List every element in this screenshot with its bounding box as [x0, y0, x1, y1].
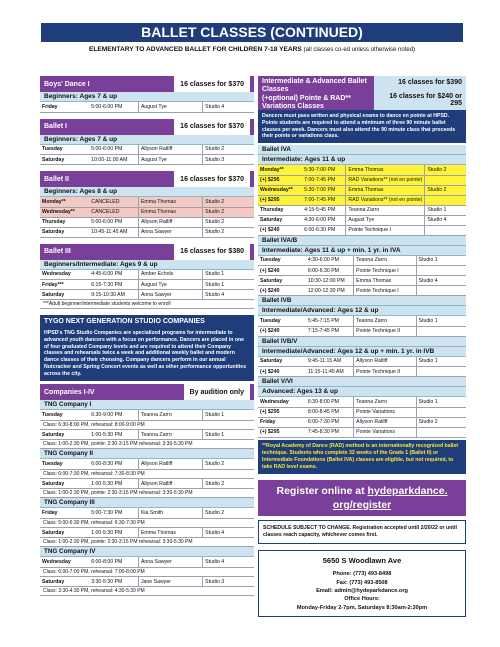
table-row — [258, 367, 466, 377]
adult-note: ***Adult beginner/intermediate students welcome to enroll — [40, 300, 254, 309]
studio-cell: Studio 1 — [416, 397, 466, 407]
class-level: Beginners: Ages 8 & up — [40, 187, 254, 197]
tng-table — [40, 430, 254, 441]
class-name: Boys' Dance I — [44, 80, 90, 88]
studio-cell: Studio 2 — [425, 185, 466, 195]
time-cell: 5:00-6:00 PM — [89, 145, 138, 155]
time-cell: 6:30-8:00 PM — [306, 397, 354, 407]
time-cell: 1:00-5:30 PM — [89, 479, 138, 489]
companies-header — [40, 384, 254, 400]
rad-note: **Royal Academy of Dance (RAD) method is an internationally recognized ballet technique. Students who complete 32 weeks of the Grade 1 (Ballet II) or Intermediate Foundations (Ballet IVA) classes are eligible, but not required, to take RAD level exams. — [258, 440, 466, 474]
tng-class-note: Class: 1:00-2:30 PM, pointe: 2:30-3:15 PM rehearsal: 3:30-5:30 PM — [40, 538, 254, 547]
studio-cell — [425, 225, 466, 235]
class-level: Beginners/Intermediate: Ages 9 & up — [40, 260, 254, 270]
time-cell: 5:00-6:00 PM — [89, 217, 138, 227]
contact-box — [258, 550, 466, 617]
time-cell: 6:30-9:00 PM — [89, 410, 138, 420]
studio-cell: Studio 4 — [416, 276, 466, 286]
tng-table — [40, 459, 254, 470]
right-column — [258, 76, 466, 617]
day-cell: Tuesday — [40, 459, 89, 469]
studio-cell — [416, 407, 466, 417]
table-row — [40, 145, 254, 155]
time-cell: 10:00-11:00 AM — [89, 155, 138, 165]
class-header-ballet1 — [40, 119, 254, 135]
day-cell: Wednesday — [258, 397, 306, 407]
time-cell: 3:30-5:30 PM — [89, 577, 138, 587]
table-row — [40, 270, 254, 280]
time-cell: 6:00-7:30 PM — [306, 417, 354, 427]
table-row — [258, 407, 466, 417]
class-name-ivb: Ballet IVB — [258, 296, 466, 306]
time-cell: CANCELED — [89, 197, 138, 207]
studio-cell — [416, 266, 466, 276]
class-name: Ballet II — [44, 175, 69, 183]
day-cell: Saturday — [40, 290, 89, 300]
studio-cell: Studio 3 — [203, 155, 254, 165]
table-row — [258, 256, 466, 266]
day-cell: Tuesday — [40, 410, 89, 420]
table-row — [258, 266, 466, 276]
day-cell: Thursday — [40, 217, 89, 227]
instructor-cell: Allyson Ratliff — [138, 479, 202, 489]
class-name-vvi: Ballet V/VI — [258, 377, 466, 387]
tng-company-name: TNG Company II — [40, 449, 254, 459]
day-cell: (+) $295 — [258, 195, 302, 205]
instructor-cell: Teanna Zarro — [354, 397, 416, 407]
instructor-cell: Amber Echols — [138, 270, 202, 280]
studio-cell: Studio 2 — [203, 197, 254, 207]
day-cell: (+) $240 — [258, 286, 306, 296]
class-level-ivbv: Intermediate/Advanced: Ages 12 & up + min. 1 yr. in IVB — [258, 347, 466, 357]
day-cell: Saturday — [40, 479, 89, 489]
studio-cell: Studio 2 — [203, 459, 254, 469]
time-cell: 8:00-8:45 PM — [306, 407, 354, 417]
day-cell: Saturday — [40, 155, 89, 165]
table-row — [40, 577, 254, 587]
time-cell: 6:00-8:00 PM — [89, 557, 138, 567]
table-row — [258, 175, 466, 185]
time-cell: 5:30-7:00 PM — [302, 185, 346, 195]
table-row — [40, 410, 254, 420]
companies-label: Companies I-IV — [44, 388, 95, 396]
time-cell: 6:00-6:30 PM — [306, 266, 354, 276]
studio-cell: Studio 2 — [203, 207, 254, 217]
studio-cell: Studio 2 — [203, 479, 254, 489]
class-header-ballet2 — [40, 171, 254, 187]
table-row — [258, 417, 466, 427]
day-cell: Friday*** — [40, 280, 89, 290]
day-cell: Monday** — [258, 165, 302, 175]
tygo-title: TYGO NEXT GENERATION STUDIO COMPANIES — [40, 315, 254, 328]
schedule-table-ballet3 — [40, 270, 254, 301]
class-name-iva: Ballet IVA — [258, 145, 466, 155]
tng-companies — [40, 400, 254, 596]
day-cell: (+) $240 — [258, 367, 306, 377]
studio-cell: Studio 2 — [203, 145, 254, 155]
studio-cell: Studio 2 — [425, 165, 466, 175]
studio-cell: Studio 1 — [416, 256, 466, 266]
page-title: BALLET CLASSES (CONTINUED) — [41, 23, 463, 42]
tng-company-name: TNG Company IV — [40, 547, 254, 557]
instructor-cell: Anna Sawyer — [138, 557, 202, 567]
studio-cell: Studio 1 — [203, 430, 254, 440]
table-row — [40, 102, 254, 112]
class-level: Beginners: Ages 7 & up — [40, 92, 254, 102]
instructor-cell: Emma Thomas — [354, 276, 416, 286]
register-link-part2[interactable]: org/register — [332, 498, 392, 511]
time-cell: 7:00-7:45 PM — [302, 175, 346, 185]
studio-cell — [416, 326, 466, 336]
class-price: 16 classes for $370 — [174, 171, 250, 187]
tng-table — [40, 508, 254, 519]
studio-cell: Studio 1 — [416, 316, 466, 326]
time-cell: 11:15-11:45 AM — [306, 367, 354, 377]
time-cell: 5:00-6:00 PM — [89, 102, 138, 112]
day-cell: Saturday — [258, 215, 302, 225]
studio-cell: Studio 4 — [203, 528, 254, 538]
studio-cell: Studio 1 — [203, 410, 254, 420]
tng-company-name: TNG Company III — [40, 498, 254, 508]
schedule-notice: SCHEDULE SUBJECT TO CHANGE. Registration accepted until 2/20/22 or until classes reach capacity, whichever comes first. — [258, 520, 466, 544]
instructor-cell: August Tye — [138, 155, 202, 165]
table-row — [258, 397, 466, 407]
time-cell: 1:00-5:30 PM — [89, 430, 138, 440]
day-cell: Saturday — [258, 357, 306, 367]
day-cell: Wednesday** — [40, 207, 89, 217]
tng-table — [40, 410, 254, 421]
instructor-cell: Emma Thomas — [138, 528, 202, 538]
class-level-iva: Intermediate: Ages 11 & up — [258, 155, 466, 165]
table-row — [40, 430, 254, 440]
instructor-cell: Anna Sawyer — [138, 290, 202, 300]
day-cell: Saturday — [40, 430, 89, 440]
table-row — [40, 459, 254, 469]
instructor-cell: Pointe Variations — [354, 427, 416, 437]
schedule-table-vvi — [258, 397, 466, 438]
schedule-table-ivab — [258, 256, 466, 297]
time-cell: 10:30-12:00 PM — [306, 276, 354, 286]
tygo-description: HPSD's TNG Studio Companies are specialized programs for intermediate to advanced youth dancers with a focus on performance. Dancers are placed in one of four graduated Company levels and are required to attend their Company classes and rehearsals twice a week and additional weekly ballet and modern dance classes of their choosing. Company dancers perform in our annual Nutcracker and Spring Concert events as well as other performance opportunities across the city. — [40, 328, 254, 381]
studio-cell: Studio 2 — [203, 227, 254, 237]
instructor-cell: Kia Smith — [138, 508, 202, 518]
instructor-cell: Pointe Technique II — [354, 326, 416, 336]
advanced-header — [258, 76, 466, 110]
time-cell: CANCELED — [89, 207, 138, 217]
day-cell: (+) $240 — [258, 266, 306, 276]
class-header-ballet3 — [40, 244, 254, 260]
time-cell: 9:15-10:30 AM — [89, 290, 138, 300]
table-row — [258, 195, 466, 205]
table-row — [258, 165, 466, 175]
day-cell: Friday — [40, 102, 89, 112]
time-cell: 4:45-6:00 PM — [89, 270, 138, 280]
studio-cell: Studio 2 — [203, 508, 254, 518]
advanced-price: 16 classes for $390 — [398, 79, 462, 87]
day-cell: (+) $295 — [258, 175, 302, 185]
studio-cell: Studio 3 — [203, 577, 254, 587]
tng-class-note: Class: 6:00-7:30 PM, rehearsal: 7:30-8:30 PM — [40, 470, 254, 479]
instructor-cell: Emma Thomas — [346, 185, 425, 195]
tng-class-note: Class: 1:00-2:30 PM, pointe: 2:30-3:15 PM rehearsal: 3:30-5:30 PM — [40, 440, 254, 449]
class-name-ivbv: Ballet IVB/V — [258, 337, 466, 347]
instructor-cell: Allyson Ratliff — [138, 145, 202, 155]
day-cell: Tuesday — [258, 316, 306, 326]
page-subtitle — [41, 46, 463, 53]
class-price: 16 classes for $370 — [174, 76, 250, 92]
class-name: Ballet III — [44, 248, 71, 255]
studio-cell: Studio 4 — [425, 215, 466, 225]
studio-cell — [425, 195, 466, 205]
tng-company-name: TNG Company I — [40, 400, 254, 410]
day-cell: (+) $240 — [258, 326, 306, 336]
hours: Monday-Friday 2-7pm, Saturdays 8:30am-2:30pm — [296, 604, 428, 611]
day-cell: (+) $240 — [258, 225, 302, 235]
audition-note: By audition only — [184, 384, 250, 400]
time-cell: 9:45-11:15 AM — [306, 357, 354, 367]
tng-table — [40, 577, 254, 588]
instructor-cell: Emma Thomas — [138, 197, 202, 207]
email[interactable]: Email: admin@hydeparkdance.org — [316, 587, 408, 594]
tng-class-note: Class: 1:00-2:30 PM, pointe: 2:30-3:15 PM rehearsal: 3:30-5:30 PM — [40, 489, 254, 498]
advanced-title: Intermediate & Advanced Ballet Classes — [262, 78, 367, 94]
instructor-cell: Pointe Technique I — [354, 266, 416, 276]
day-cell: Friday — [40, 508, 89, 518]
day-cell: Saturday — [40, 577, 89, 587]
instructor-cell: Teanna Zarro — [354, 316, 416, 326]
schedule-table-ballet2 — [40, 197, 254, 238]
studio-cell — [416, 427, 466, 437]
table-row — [40, 280, 254, 290]
schedule-table-ivb — [258, 316, 466, 337]
instructor-cell: Anna Sawyer — [138, 227, 202, 237]
day-cell: Wednesday** — [258, 185, 302, 195]
day-cell: Saturday — [40, 528, 89, 538]
instructor-cell: August Tye — [138, 280, 202, 290]
register-link-part1[interactable]: hydeparkdance. — [367, 484, 448, 497]
studio-cell: Studio 4 — [203, 290, 254, 300]
table-row — [258, 326, 466, 336]
studio-cell: Studio 1 — [425, 205, 466, 215]
instructor-cell: Allyson Ratliff — [138, 459, 202, 469]
table-row — [40, 479, 254, 489]
tng-table — [40, 528, 254, 539]
studio-cell: Studio 4 — [203, 102, 254, 112]
class-price: 16 classes for $370 — [174, 119, 250, 135]
instructor-cell: Teanna Zarro — [354, 256, 416, 266]
class-price: 16 classes for $380 — [174, 244, 250, 260]
tng-class-note: Class: 6:00-7:00 PM, rehearsal: 7:00-8:00 PM — [40, 568, 254, 577]
studio-cell: Studio 1 — [416, 357, 466, 367]
instructor-cell: Pointe Technique I — [346, 225, 425, 235]
day-cell: Tuesday — [40, 145, 89, 155]
studio-cell: Studio 1 — [203, 280, 254, 290]
time-cell: 10:45-11:45 AM — [89, 227, 138, 237]
class-level-ivab: Intermediate: Ages 11 & up + min. 1 yr. in IVA — [258, 246, 466, 256]
table-row — [258, 286, 466, 296]
tng-class-note: Class: 3:30-4:30 PM, rehearsal: 4:30-5:30 PM — [40, 587, 254, 596]
time-cell: 4:15-5:45 PM — [302, 205, 346, 215]
tng-table — [40, 479, 254, 490]
instructor-cell: Teanna Zarro — [346, 205, 425, 215]
day-cell: Saturday — [258, 276, 306, 286]
day-cell: Wednesday — [40, 270, 89, 280]
instructor-cell: RAD Variations** (not en pointe) — [346, 195, 425, 205]
table-row — [258, 205, 466, 215]
table-row — [40, 207, 254, 217]
time-cell: 6:00-6:30 PM — [302, 225, 346, 235]
studio-cell: Studio 2 — [203, 217, 254, 227]
pointe-price: 16 classes for $240 or 295 — [389, 92, 462, 107]
schedule-table-ivbv — [258, 357, 466, 378]
time-cell: 6:15-7:30 PM — [89, 280, 138, 290]
class-level-ivb: Intermediate/Advanced: Ages 12 & up — [258, 306, 466, 316]
time-cell: 7:00-7:45 PM — [302, 195, 346, 205]
time-cell: 5:30-7:00 PM — [302, 165, 346, 175]
tng-table — [40, 557, 254, 568]
tng-class-note: Class: 5:00-6:30 PM, rehearsal: 6:30-7:30 PM — [40, 519, 254, 528]
time-cell: 5:45-7:15 PM — [306, 316, 354, 326]
fax: Fax: (773) 493-8508 — [336, 579, 388, 586]
time-cell: 5:00-7:30 PM — [89, 508, 138, 518]
address: 5650 S Woodlawn Ave — [322, 555, 402, 565]
day-cell: Thursday — [258, 205, 302, 215]
instructor-cell: Pointe Technique II — [354, 367, 416, 377]
table-row — [258, 357, 466, 367]
instructor-cell: August Tye — [138, 102, 202, 112]
schedule-table-boys — [40, 102, 254, 113]
table-row — [40, 197, 254, 207]
instructor-cell: Teanna Zarro — [138, 410, 202, 420]
instructor-cell: RAD Variations** (not en pointe) — [346, 175, 425, 185]
time-cell: 6:00-8:30 PM — [89, 459, 138, 469]
class-header-boys — [40, 76, 254, 92]
table-row — [40, 557, 254, 567]
studio-cell: Studio 2 — [416, 417, 466, 427]
day-cell: (+) $295 — [258, 427, 306, 437]
instructor-cell: Allyson Ratliff — [138, 217, 202, 227]
register-prefix: Register online at — [276, 484, 368, 497]
studio-cell — [416, 367, 466, 377]
time-cell: 4:30-6:00 PM — [306, 256, 354, 266]
time-cell: 7:15-7:45 PM — [306, 326, 354, 336]
table-row — [40, 508, 254, 518]
instructor-cell: Pointe Variations — [354, 407, 416, 417]
table-row — [258, 185, 466, 195]
instructor-cell: Allyson Ratliff — [354, 417, 416, 427]
day-cell: (+) $295 — [258, 407, 306, 417]
time-cell: 12:00-12:30 PM — [306, 286, 354, 296]
table-row — [40, 155, 254, 165]
schedule-table-ballet1 — [40, 145, 254, 166]
instructor-cell: Emma Thomas — [346, 165, 425, 175]
table-row — [40, 217, 254, 227]
table-row — [258, 215, 466, 225]
register-banner — [258, 480, 466, 516]
class-name: Ballet I — [44, 123, 67, 130]
instructor-cell: Pointe Technique I — [354, 286, 416, 296]
time-cell: 7:45-8:30 PM — [306, 427, 354, 437]
instructor-cell: Teanna Zarro — [138, 430, 202, 440]
instructor-cell: August Tye — [346, 215, 425, 225]
day-cell: Wednesday — [40, 557, 89, 567]
instructor-cell: Emma Thomas — [138, 207, 202, 217]
table-row — [258, 316, 466, 326]
time-cell: 4:30-6:00 PM — [302, 215, 346, 225]
class-level-vvi: Advanced: Ages 13 & up — [258, 387, 466, 397]
left-column — [40, 76, 254, 596]
pointe-title: (+optional) Pointe & RAD** Variations Classes — [262, 94, 351, 111]
table-row — [258, 427, 466, 437]
table-row — [258, 225, 466, 235]
studio-cell — [416, 286, 466, 296]
subtitle-text: ELEMENTARY TO ADVANCED BALLET FOR CHILDREN 7-18 YEARS — [88, 46, 302, 53]
tng-class-note: Class: 6:30-8:00 PM, rehearsal: 8:00-9:00 PM — [40, 421, 254, 430]
phone: Phone: (773) 493-8498 — [332, 571, 392, 578]
schedule-table-iva — [258, 165, 466, 236]
day-cell: Saturday — [40, 227, 89, 237]
studio-cell — [425, 175, 466, 185]
table-row — [40, 227, 254, 237]
day-cell: Tuesday — [258, 256, 306, 266]
pointe-intro: Dancers must pass written and physical exams to dance en pointe at HPSD. Pointe students are required to attend a minimum of three 90 minute ballet classes per week. Dancers must also attend the 90 minute class that proceeds their pointe or variations class. — [258, 110, 466, 143]
day-cell: Friday — [258, 417, 306, 427]
class-name-ivab: Ballet IVA/B — [258, 236, 466, 246]
studio-cell: Studio 4 — [203, 557, 254, 567]
table-row — [258, 276, 466, 286]
instructor-cell: Allyson Ratliff — [354, 357, 416, 367]
day-cell: Monday** — [40, 197, 89, 207]
subtitle-note: (all classes co-ed unless otherwise noted) — [303, 47, 416, 53]
table-row — [40, 290, 254, 300]
time-cell: 1:00-5:30 PM — [89, 528, 138, 538]
class-level: Beginners: Ages 7 & up — [40, 135, 254, 145]
studio-cell: Studio 1 — [203, 270, 254, 280]
instructor-cell: Jane Sawyer — [138, 577, 202, 587]
table-row — [40, 528, 254, 538]
hours-label: Office Hours: — [344, 596, 380, 603]
